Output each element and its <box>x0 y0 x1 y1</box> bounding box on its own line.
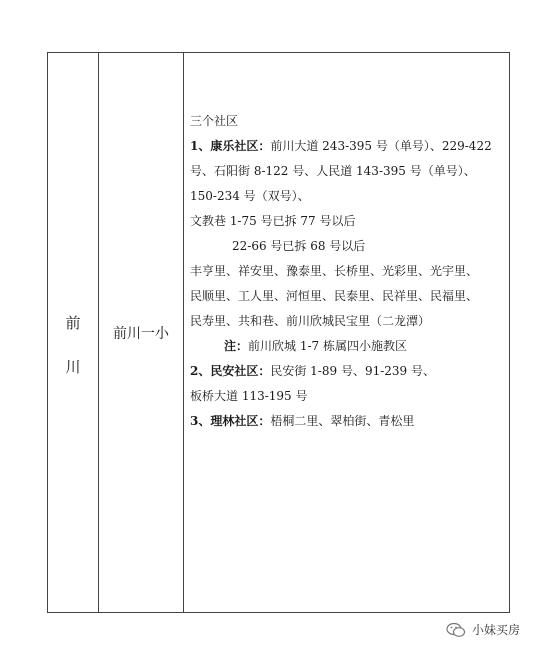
kangle-line-8: 民寿里、共和巷、前川欣城民宝里（二龙潭） <box>190 314 431 328</box>
district-char-2: 川 <box>65 358 81 376</box>
kangle-line-4: 文教巷 1-75 号已拆 77 号以后 <box>190 214 356 228</box>
kangle-line-5: 22-66 号已拆 68 号以后 <box>232 239 366 253</box>
intro-line: 三个社区 <box>190 114 239 128</box>
school-cell <box>99 53 183 612</box>
kangle-text: 前川大道 243-395 号（单号）、229-422 <box>270 139 492 153</box>
kangle-line-6: 丰亨里、祥安里、豫泰里、长桥里、光彩里、光宇里、 <box>190 264 479 278</box>
catchment-text <box>190 109 512 434</box>
lilin-line <box>190 409 512 434</box>
catchment-cell <box>184 53 509 612</box>
lilin-text: 梧桐二里、翠柏街、青松里 <box>270 414 415 428</box>
minan-title: 2、民安社区： <box>190 364 271 378</box>
note-text: 前川欣城 1-7 栋属四小施教区 <box>248 339 407 353</box>
school-district-table <box>47 52 510 613</box>
kangle-line-2: 号、石阳街 8-122 号、人民道 143-395 号（单号）、 <box>190 164 476 178</box>
note-line <box>190 334 512 359</box>
minan-line-1 <box>190 359 512 384</box>
district-name <box>48 301 98 389</box>
kangle-line-1 <box>190 134 512 159</box>
watermark <box>446 621 520 638</box>
kangle-title: 1、康乐社区： <box>190 139 271 153</box>
kangle-line-3: 150-234 号（双号）、 <box>190 189 310 203</box>
district-char-1: 前 <box>65 314 81 332</box>
note-label: 注： <box>224 339 249 353</box>
minan-text: 民安街 1-89 号、91-239 号、 <box>270 364 435 378</box>
kangle-line-7: 民顺里、工人里、河恒里、民泰里、民祥里、民福里、 <box>190 289 479 303</box>
school-name: 前川一小 <box>113 326 169 342</box>
minan-line-2: 板桥大道 113-195 号 <box>190 389 308 403</box>
district-cell <box>48 53 98 612</box>
lilin-title: 3、理林社区： <box>190 414 271 428</box>
watermark-text: 小妹买房 <box>471 623 520 637</box>
wechat-icon <box>446 622 466 638</box>
